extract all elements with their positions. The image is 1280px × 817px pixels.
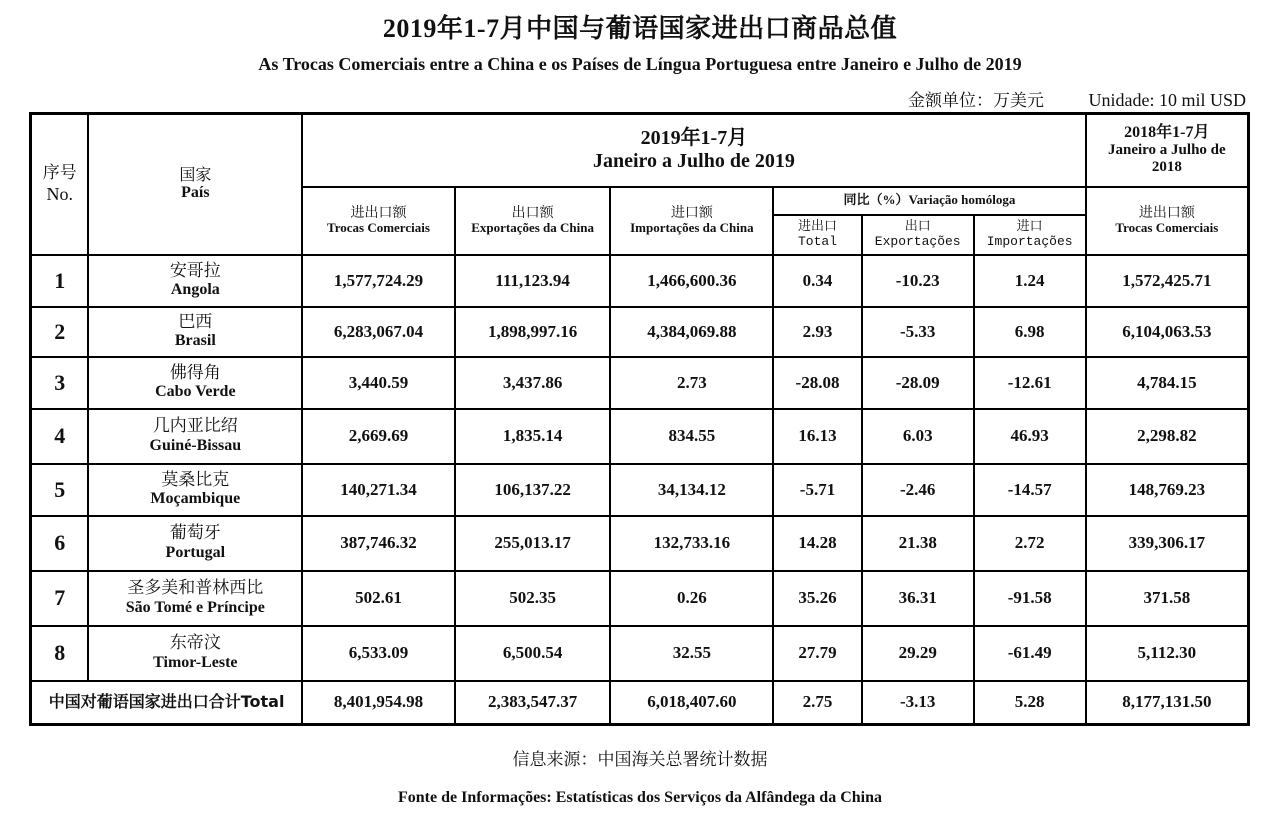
yoy-export-header (862, 215, 974, 255)
total-row (31, 681, 1249, 725)
cell-yoy-import: 2.72 (974, 516, 1086, 571)
period-2019-header (302, 114, 1086, 187)
col-no-zh: 序号 (42, 163, 77, 184)
cell-trade: 140,271.34 (302, 464, 455, 516)
cell-yoy-total: -5.71 (773, 464, 862, 516)
country-cell (88, 464, 302, 516)
table-row (31, 357, 1249, 409)
cell-export: 3,437.86 (455, 357, 611, 409)
cell-export: 6,500.54 (455, 626, 611, 681)
cell-trade-2018: 6,104,063.53 (1086, 307, 1249, 357)
col-no-header (31, 114, 89, 255)
country-cell (88, 307, 302, 357)
yoy-import-header (974, 215, 1086, 255)
cell-yoy-export: 29.29 (862, 626, 974, 681)
yoy-total-zh: 进出口 (797, 218, 837, 234)
cell-yoy-export: 36.31 (862, 571, 974, 626)
cell-import: 0.26 (610, 571, 773, 626)
cell-import: 4,384,069.88 (610, 307, 773, 357)
cell-trade: 3,440.59 (302, 357, 455, 409)
import-pt: Importações da China (630, 220, 754, 236)
cell-yoy-total: 16.13 (773, 409, 862, 464)
country-name-pt: Timor-Leste (153, 653, 238, 671)
total-import: 6,018,407.60 (610, 681, 773, 725)
row-number: 3 (31, 357, 89, 409)
cell-export: 111,123.94 (455, 255, 611, 307)
country-name-zh: 东帝汶 (169, 633, 221, 654)
period-2018-header (1086, 114, 1249, 187)
col-country-pt: País (181, 184, 210, 202)
row-number: 2 (31, 307, 89, 357)
row-number: 8 (31, 626, 89, 681)
trade-pt: Trocas Comerciais (327, 220, 430, 236)
cell-yoy-import: 1.24 (974, 255, 1086, 307)
cell-trade-2018: 5,112.30 (1086, 626, 1249, 681)
trade-table (29, 112, 1250, 726)
cell-yoy-total: -28.08 (773, 357, 862, 409)
unit-pt: Unidade: 10 mil USD (1088, 90, 1246, 110)
period-2019-pt: Janeiro a Julho de 2019 (592, 150, 795, 173)
trade2018-zh: 进出口额 (1138, 204, 1195, 221)
cell-export: 502.35 (455, 571, 611, 626)
table-row (31, 464, 1249, 516)
yoy-total-pt: Total (797, 233, 837, 249)
yoy-total-header (773, 215, 862, 255)
cell-yoy-total: 0.34 (773, 255, 862, 307)
header-row-1 (31, 114, 1249, 187)
unit-note (908, 86, 1246, 111)
country-name-zh: 莫桑比克 (161, 469, 230, 490)
cell-trade: 387,746.32 (302, 516, 455, 571)
trade-zh: 进出口额 (350, 204, 407, 221)
cell-yoy-total: 14.28 (773, 516, 862, 571)
cell-trade: 502.61 (302, 571, 455, 626)
country-name-pt: Guiné-Bissau (149, 436, 242, 454)
country-name-zh: 安哥拉 (169, 260, 221, 281)
cell-import: 834.55 (610, 409, 773, 464)
country-name-zh: 巴西 (178, 311, 213, 332)
table-body (31, 255, 1249, 681)
country-cell (88, 255, 302, 307)
cell-yoy-export: -2.46 (862, 464, 974, 516)
cell-import: 34,134.12 (610, 464, 773, 516)
cell-trade: 6,533.09 (302, 626, 455, 681)
table-row (31, 255, 1249, 307)
country-name-pt: Brasil (174, 332, 216, 350)
cell-yoy-export: -28.09 (862, 357, 974, 409)
total-yoy-export: -3.13 (862, 681, 974, 725)
cell-yoy-export: -5.33 (862, 307, 974, 357)
cell-trade: 2,669.69 (302, 409, 455, 464)
cell-import: 132,733.16 (610, 516, 773, 571)
country-name-zh: 圣多美和普林西比 (127, 578, 264, 599)
row-number: 6 (31, 516, 89, 571)
table-row (31, 307, 1249, 357)
total-label: 中国对葡语国家进出口合计Total (31, 681, 303, 725)
cell-trade-2018: 371.58 (1086, 571, 1249, 626)
cell-import: 32.55 (610, 626, 773, 681)
cell-yoy-total: 2.93 (773, 307, 862, 357)
cell-yoy-import: 46.93 (974, 409, 1086, 464)
row-number: 1 (31, 255, 89, 307)
country-name-pt: Angola (170, 281, 220, 299)
country-name-zh: 几内亚比绍 (152, 416, 238, 437)
yoy-export-pt: Exportações (874, 233, 961, 249)
cell-yoy-import: -14.57 (974, 464, 1086, 516)
cell-export: 255,013.17 (455, 516, 611, 571)
cell-yoy-import: -12.61 (974, 357, 1086, 409)
cell-yoy-import: -61.49 (974, 626, 1086, 681)
export-pt: Exportações da China (471, 220, 594, 236)
import-header (610, 187, 773, 255)
country-cell (88, 626, 302, 681)
cell-trade-2018: 339,306.17 (1086, 516, 1249, 571)
col-no-pt: No. (46, 183, 73, 204)
row-number: 4 (31, 409, 89, 464)
cell-yoy-export: 21.38 (862, 516, 974, 571)
cell-yoy-import: -91.58 (974, 571, 1086, 626)
period-2019-zh: 2019年1-7月 (640, 127, 748, 150)
page-title: 2019年1-7月中国与葡语国家进出口商品总值 (382, 14, 898, 43)
country-name-pt: Portugal (165, 543, 226, 561)
period-2018-zh: 2018年1-7月 (1124, 123, 1210, 141)
yoy-import-zh: 进口 (1016, 218, 1043, 234)
trade2018-pt: Trocas Comerciais (1115, 220, 1219, 236)
country-name-pt: Moçambique (150, 490, 241, 508)
cell-trade: 6,283,067.04 (302, 307, 455, 357)
table-row (31, 571, 1249, 626)
import-zh: 进口额 (670, 204, 713, 221)
unit-zh: 金额单位：万美元 (908, 91, 1044, 111)
cell-export: 106,137.22 (455, 464, 611, 516)
export-header (455, 187, 611, 255)
cell-trade: 1,577,724.29 (302, 255, 455, 307)
col-country-header (88, 114, 302, 255)
country-cell (88, 516, 302, 571)
row-number: 7 (31, 571, 89, 626)
period-2018-pt: Janeiro a Julho de 2018 (1108, 142, 1226, 176)
cell-trade-2018: 4,784.15 (1086, 357, 1249, 409)
page-subtitle: As Trocas Comerciais entre a China e os Países de Língua Portuguesa entre Janeiro e Julho de 2019 (258, 54, 1022, 74)
country-cell (88, 409, 302, 464)
country-name-zh: 葡萄牙 (169, 523, 221, 544)
country-name-pt: Cabo Verde (155, 383, 236, 401)
cell-yoy-total: 35.26 (773, 571, 862, 626)
export-zh: 出口额 (511, 204, 554, 221)
cell-export: 1,835.14 (455, 409, 611, 464)
cell-yoy-export: 6.03 (862, 409, 974, 464)
row-number: 5 (31, 464, 89, 516)
yoy-export-zh: 出口 (904, 218, 931, 234)
total-trade: 8,401,954.98 (302, 681, 455, 725)
col-country-zh: 国家 (179, 164, 212, 184)
source-pt: Fonte de Informações: Estatísticas dos Serviços da Alfândega da China (397, 789, 882, 806)
total-yoy-import: 5.28 (974, 681, 1086, 725)
total-trade-2018: 8,177,131.50 (1086, 681, 1249, 725)
table-row (31, 409, 1249, 464)
cell-trade-2018: 1,572,425.71 (1086, 255, 1249, 307)
source-zh: 信息来源：中国海关总署统计数据 (512, 750, 768, 770)
yoy-header (773, 187, 1085, 215)
total-yoy-total: 2.75 (773, 681, 862, 725)
yoy-import-pt: Importações (986, 233, 1073, 249)
cell-trade-2018: 148,769.23 (1086, 464, 1249, 516)
country-name-zh: 佛得角 (169, 362, 221, 383)
country-cell (88, 571, 302, 626)
country-name-pt: São Tomé e Príncipe (125, 598, 265, 616)
yoy-label: 同比（%）Variação homóloga (843, 192, 1016, 208)
table-row (31, 516, 1249, 571)
cell-import: 1,466,600.36 (610, 255, 773, 307)
country-cell (88, 357, 302, 409)
total-export: 2,383,547.37 (455, 681, 611, 725)
cell-yoy-import: 6.98 (974, 307, 1086, 357)
table-row (31, 626, 1249, 681)
cell-yoy-total: 27.79 (773, 626, 862, 681)
cell-yoy-export: -10.23 (862, 255, 974, 307)
cell-trade-2018: 2,298.82 (1086, 409, 1249, 464)
trade-header (302, 187, 455, 255)
trade-2018-header (1086, 187, 1249, 255)
cell-import: 2.73 (610, 357, 773, 409)
cell-export: 1,898,997.16 (455, 307, 611, 357)
